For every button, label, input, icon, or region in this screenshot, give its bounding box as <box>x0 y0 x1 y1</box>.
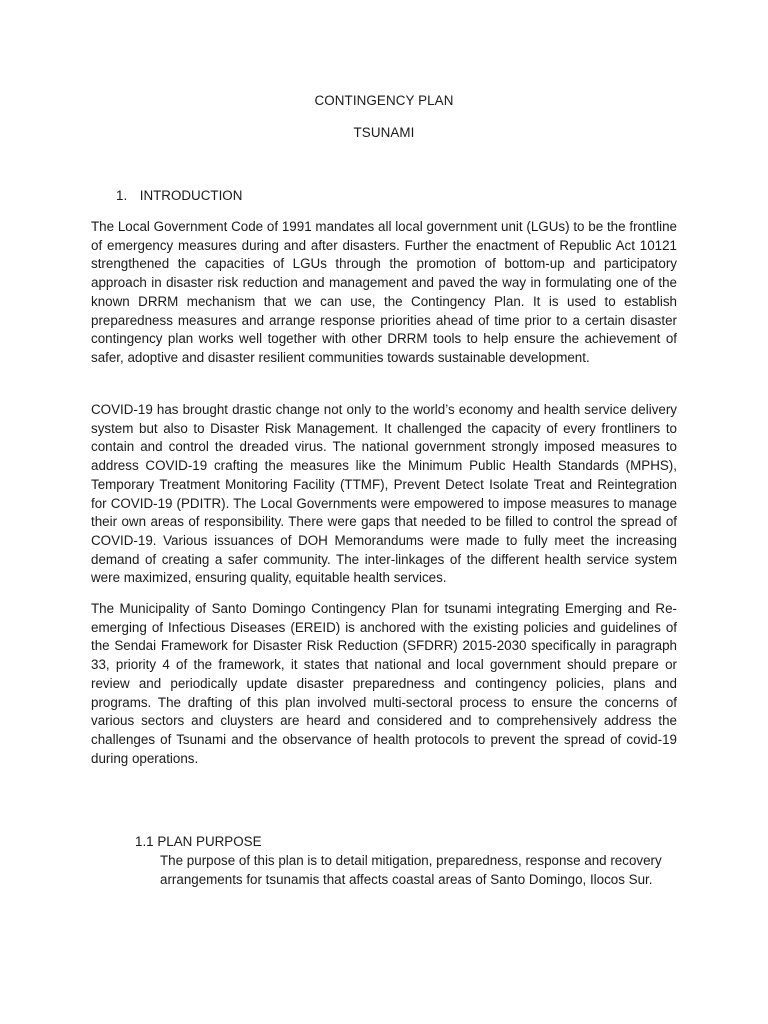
document-subtitle: TSUNAMI <box>353 125 415 140</box>
document-title: CONTINGENCY PLAN <box>314 93 454 108</box>
section-heading-text: INTRODUCTION <box>139 188 243 203</box>
paragraph-santo-domingo-plan: The Municipality of Santo Domingo Contingency Plan for tsunami integrating Emerging and Re-emerging of Infectious Diseases (EREID) is anchored with the existing policies and guidelines of the Sendai Framework for Disaster Risk Reduction (SFDRR) 2015-2030 specifically in paragraph 33, priority 4 of the framework, it states that national and local government should prepare or review and periodically update disaster preparedness and contingency policies, plans and programs. The drafting of this plan involved multi-sectoral process to ensure the concerns of various sectors and cluysters are heard and considered and to comprehensively address the challenges of Tsunami and the observance of health protocols to prevent the spread of covid-19 during operations. <box>91 601 677 766</box>
paragraph-covid-19: COVID-19 has brought drastic change not only to the world’s economy and health service delivery system but also to Disaster Risk Management. It challenged the capacity of every frontliners to contain and control the dreaded virus. The national government strongly imposed measures to address COVID-19 crafting the measures like the Minimum Public Health Standards (MPHS), Temporary Treatment Monitoring Facility (TTMF), Prevent Detect Isolate Treat and Reintegration for COVID-19 (PDITR). The Local Governments were empowered to impose measures to manage their own areas of responsibility. There were gaps that needed to be filled to control the spread of COVID-19. Various issuances of DOH Memorandums were made to fully meet the increasing demand of creating a safer community. The inter-linkages of the different health service system were maximized, ensuring quality, equitable health services. <box>91 402 677 586</box>
section-heading-introduction <box>116 187 242 205</box>
section-number: 1. <box>116 188 128 203</box>
subsection-text-plan-purpose: The purpose of this plan is to detail mitigation, preparedness, response and recovery arrangements for tsunamis that affects coastal areas of Santo Domingo, Ilocos Sur. <box>160 853 662 887</box>
paragraph-local-government-code: The Local Government Code of 1991 mandates all local government unit (LGUs) to be the frontline of emergency measures during and after disasters. Further the enactment of Republic Act 10121 strengthened the capacities of LGUs through the promotion of bottom-up and participatory approach in disaster risk reduction and management and paved the way in formulating one of the known DRRM mechanism that we can use, the Contingency Plan. It is used to establish preparedness measures and arrange response priorities ahead of time prior to a certain disaster contingency plan works well together with other DRRM tools to help ensure the achievement of safer, adoptive and disaster resilient communities towards sustainable development. <box>91 219 677 365</box>
subsection-heading-plan-purpose: 1.1 PLAN PURPOSE <box>135 834 262 849</box>
